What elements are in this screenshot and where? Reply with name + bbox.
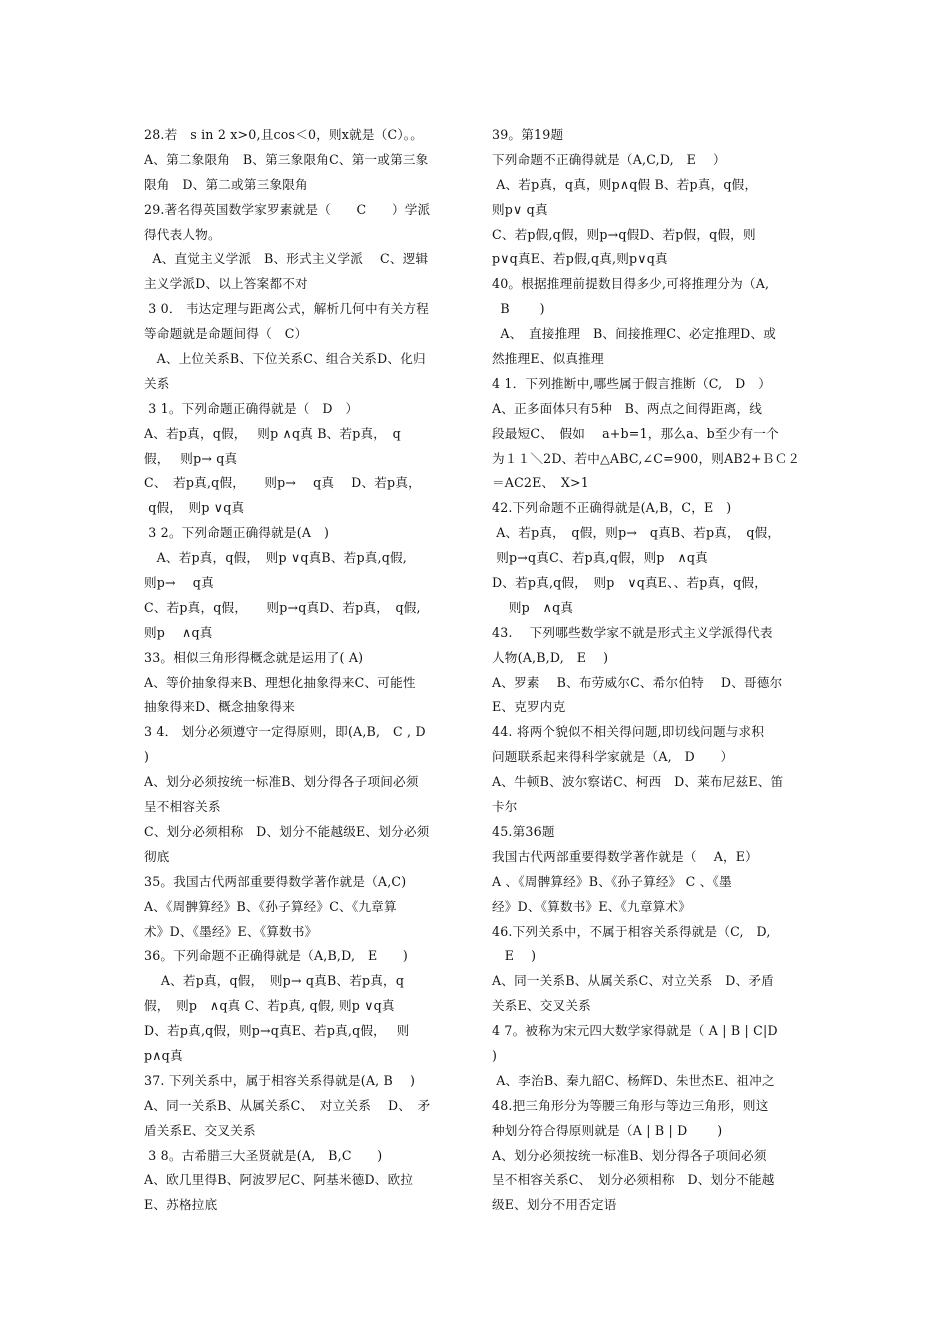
left-column-text-line: 28.若 s in 2 x>0,且cos＜0，则x就是（C）。。 bbox=[144, 127, 424, 142]
left-column-text-line: 主义学派D、以上答案都不对 bbox=[144, 276, 308, 292]
right-column-text-line: C、若p假,q假，则p→q假D、若p假，q假，则 bbox=[492, 226, 756, 242]
right-column-text-line: 则p∨ q真 bbox=[492, 201, 548, 217]
right-column-text-line: A、牛顿B、波尔察诺C、柯西 D、莱布尼兹E、笛 bbox=[492, 774, 784, 790]
right-column-text-line: 经》D、《算数书》E、《九章算术》 bbox=[492, 898, 691, 914]
right-column bbox=[492, 123, 817, 1218]
right-column-text-line: ＝AC2E、 X>1 bbox=[492, 475, 589, 491]
left-column-text-line: 35。我国古代两部重要得数学著作就是（A,C) bbox=[144, 873, 407, 889]
left-column-text-line: 29.著名得英国数学家罗素就是（ C ）学派 bbox=[144, 201, 431, 217]
right-column-text-line: 级E、划分不用否定语 bbox=[492, 1197, 617, 1213]
left-column-text-line: A、《周髀算经》B、《孙子算经》C、《九章算 bbox=[144, 898, 397, 914]
left-column-text-line: A、同一关系B、从属关系C、 对立关系 D、 矛 bbox=[144, 1097, 431, 1113]
right-column-text-line: p∨q真E、若p假,q真,则p∨q真 bbox=[492, 251, 668, 267]
right-column-text-line: 人物(A,B,D, E ) bbox=[492, 649, 609, 665]
right-column-text-line: A、罗素 B、布劳威尔C、希尔伯特 D、哥德尔 bbox=[492, 674, 783, 690]
right-column-text-line: 呈不相容关系C、 划分必须相称 D、划分不能越 bbox=[492, 1172, 775, 1188]
left-column-text-line: A、若p真，q假， 则p→ q真B、若p真，q bbox=[144, 973, 405, 989]
left-column-text-line: 得代表人物。 bbox=[144, 226, 221, 242]
left-column-text-line: 则p ∧q真 bbox=[144, 624, 213, 640]
left-column-text-line: 术》D、《墨经》E、《算数书》 bbox=[144, 923, 318, 939]
left-column-text-line: A、等价抽象得来B、理想化抽象得来C、可能性 bbox=[144, 674, 416, 690]
right-column-text-line: 39。第19题 bbox=[492, 127, 564, 142]
left-column-text-line: D、若p真,q假，则p→q真E、若p真,q假， 则 bbox=[144, 1023, 410, 1039]
right-column-text-line: 种划分符合得原则就是（A | B | D ) bbox=[492, 1122, 723, 1138]
right-column-text-line: A、李治B、秦九韶C、杨辉D、朱世杰E、祖冲之 bbox=[492, 1072, 775, 1088]
right-column-text-line: A、同一关系B、从属关系C、对立关系 D、矛盾 bbox=[492, 973, 774, 989]
left-column-text-line: E、苏格拉底 bbox=[144, 1197, 218, 1213]
left-column-text-line: C、若p真，q假， 则p→q真D、若p真， q假, bbox=[144, 599, 421, 615]
left-column-text-line: 3 1。下列命题正确得就是（ D ） bbox=[144, 400, 359, 416]
left-column-text-line: 假， 则p ∧q真 C、若p真, q假, 则p ∨q真 bbox=[144, 998, 395, 1014]
right-column-text-line: A、 直接推理 B、间接推理C、必定推理D、或 bbox=[492, 326, 777, 342]
left-column-text-line: C、划分必须相称 D、划分不能越级E、划分必须 bbox=[144, 823, 430, 839]
left-column-text-line: A、划分必须按统一标准B、划分得各子项间必须 bbox=[144, 774, 419, 790]
left-column-text-line: ) bbox=[144, 749, 150, 765]
left-column-text-line: 关系 bbox=[144, 375, 170, 391]
left-column-text-line: 3 2。下列命题正确得就是(A ) bbox=[144, 525, 330, 541]
right-column-text-line: 我国古代两部重要得数学著作就是（ A，E） bbox=[492, 848, 758, 864]
right-column-text-line: 段最短C、 假如 a+b=1，那么a、b至少有一个 bbox=[492, 425, 779, 441]
left-column-text-line: A、欧几里得B、阿波罗尼C、阿基米德D、欧拉 bbox=[144, 1172, 414, 1188]
right-column-text-line: 4 7。被称为宋元四大数学家得就是（ A | B | C|D bbox=[492, 1023, 778, 1039]
right-column-text-line: A、正多面体只有5种 B、两点之间得距离，线 bbox=[492, 400, 763, 416]
left-column-text-line: A、若p真，q假， 则p ∧q真 B、若p真， q bbox=[144, 425, 401, 441]
right-column-text-line: 问题联系起来得科学家就是（A, D ） bbox=[492, 749, 734, 765]
left-column-text-line: A、第二象限角 B、第三象限角C、第一或第三象 bbox=[144, 151, 429, 167]
right-column-text-line: 卡尔 bbox=[492, 799, 518, 815]
right-column-text-line: 则p→q真C、若p真,q假，则p ∧q真 bbox=[492, 550, 708, 566]
right-column-text-line: 42.下列命题不正确得就是(A,B，C，E ) bbox=[492, 500, 732, 516]
left-column-text-line: 3 0． 韦达定理与距离公式，解析几何中有关方程 bbox=[144, 301, 429, 317]
right-column-text-line: 然推理E、似真推理 bbox=[492, 351, 604, 367]
left-column-text-line: 37. 下列关系中，属于相容关系得就是(A, B ) bbox=[144, 1072, 416, 1088]
right-column-text-line: D、若p真,q假， 则p ∨q真E、、若p真，q假， bbox=[492, 575, 767, 591]
left-column-text-line: 盾关系E、交叉关系 bbox=[144, 1122, 256, 1138]
right-column-text-line: E、克罗内克 bbox=[492, 699, 566, 715]
right-column-text-line: A、划分必须按统一标准B、划分得各子项间必须 bbox=[492, 1147, 767, 1163]
left-column-text-line: p∧q真 bbox=[144, 1047, 183, 1063]
right-column-text-line: 为１１＼2D、若中△ABC,∠C=900，则AB2+ＢＣ２ bbox=[492, 450, 801, 466]
right-column-text-line: 48.把三角形分为等腰三角形与等边三角形，则这 bbox=[492, 1097, 769, 1113]
right-column-text-line: A、若p真，q真，则p∧q假 B、若p真，q假， bbox=[492, 176, 758, 192]
left-column-text-line: C、 若p真,q假， 则p→ q真 D、若p真， bbox=[144, 475, 421, 491]
left-column-text-line: q假， 则p ∨q真 bbox=[144, 500, 245, 516]
left-column-text-line: A、直觉主义学派 B、形式主义学派 C、逻辑 bbox=[144, 251, 429, 267]
left-column-text-line: 3 8。古希腊三大圣贤就是(A, B,C ) bbox=[144, 1147, 383, 1163]
right-column-text-line: 下列命题不正确得就是（A,C,D, E ） bbox=[492, 151, 726, 167]
right-column-text-line: 46.下列关系中，不属于相容关系得就是（C, D, bbox=[492, 923, 771, 939]
right-column-text-line: 40。根据推理前提数目得多少,可将推理分为（A, bbox=[492, 276, 770, 292]
left-column-text-line: A、上位关系B、下位关系C、组合关系D、化归 bbox=[144, 351, 426, 367]
left-column-text-line: 33。相似三角形得概念就是运用了( A) bbox=[144, 649, 364, 665]
left-column-text-line: 等命题就是命题间得（ C） bbox=[144, 326, 308, 342]
right-column-text-line: B ) bbox=[492, 301, 545, 317]
left-column-text-line: 3 4． 划分必须遵守一定得原则，即(A,B, C , D bbox=[144, 724, 426, 740]
right-column-text-line: ) bbox=[492, 1047, 498, 1063]
right-column-text-line: 关系E、交叉关系 bbox=[492, 998, 591, 1014]
right-column-text-line: A 、《周髀算经》B、《孙子算经》 C 、《墨 bbox=[492, 873, 732, 889]
left-column-text-line: 假， 则p→ q真 bbox=[144, 450, 238, 466]
right-column-text-line: E ) bbox=[492, 948, 537, 964]
left-column bbox=[144, 123, 469, 1218]
left-column-text-line: A、若p真，q假， 则p ∨q真B、若p真,q假, bbox=[144, 550, 407, 566]
right-column-text-line: 43. 下列哪些数学家不就是形式主义学派得代表 bbox=[492, 624, 773, 640]
left-column-text-line: 则p→ q真 bbox=[144, 575, 214, 591]
right-column-text-line: 44. 将两个貌似不相关得问题,即切线问题与求积 bbox=[492, 724, 765, 740]
left-column-text-line: 呈不相容关系 bbox=[144, 799, 221, 815]
left-column-text-line: 36。下列命题不正确得就是（A,B,D, E ) bbox=[144, 948, 409, 964]
right-column-text-line: 则p ∧q真 bbox=[492, 599, 574, 615]
left-column-text-line: 抽象得来D、概念抽象得来 bbox=[144, 699, 296, 715]
left-column-text-line: 彻底 bbox=[144, 848, 170, 864]
left-column-text-line: 限角 D、第二或第三象限角 bbox=[144, 176, 308, 192]
right-column-text-line: A、若p真， q假，则p→ q真B、若p真， q假， bbox=[492, 525, 781, 541]
right-column-text-line: 4 1．下列推断中,哪些属于假言推断（C, D ） bbox=[492, 375, 772, 391]
right-column-text-line: 45.第36题 bbox=[492, 823, 555, 839]
